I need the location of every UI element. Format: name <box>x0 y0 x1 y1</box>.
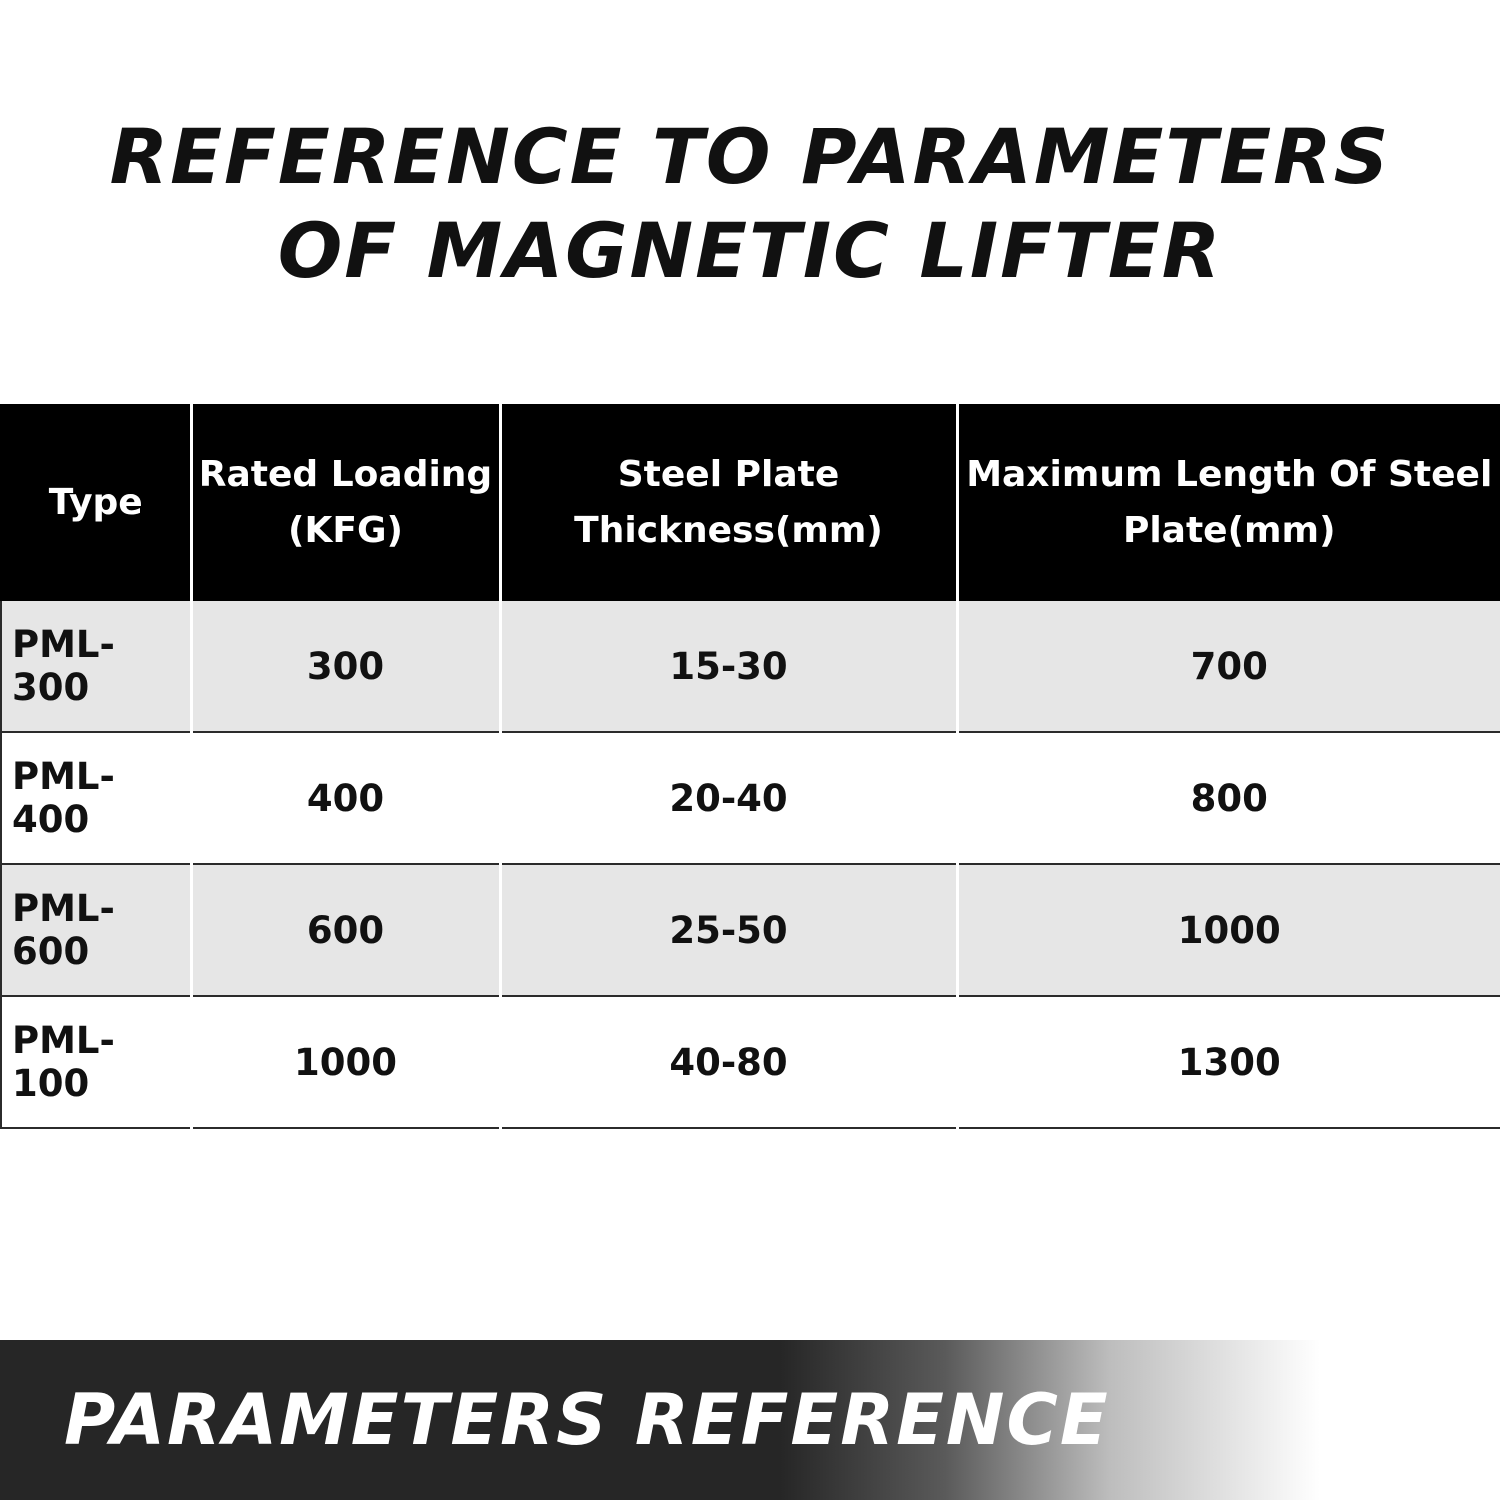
header-type <box>1 404 191 601</box>
cell-max-length: 800 <box>957 732 1500 864</box>
table-row <box>1 996 1500 1128</box>
cell-rated-loading: 400 <box>191 732 500 864</box>
header-rated-loading-line-2: (KFG) <box>288 509 403 551</box>
header-maximum-length <box>957 404 1500 601</box>
footer-banner-text: PARAMETERS REFERENCE <box>64 1379 1110 1461</box>
cell-max-length: 1300 <box>957 996 1500 1128</box>
table-row <box>1 601 1500 732</box>
cell-rated-loading: 300 <box>191 601 500 732</box>
cell-rated-loading: 1000 <box>191 996 500 1128</box>
parameters-table <box>0 404 1500 1129</box>
cell-max-length: 1000 <box>957 864 1500 996</box>
header-steel-plate-thickness-line-2: Thickness(mm) <box>574 509 883 551</box>
header-type-label: Type <box>48 481 143 523</box>
footer-banner <box>0 1340 1500 1500</box>
cell-rated-loading: 600 <box>191 864 500 996</box>
table-row <box>1 732 1500 864</box>
header-rated-loading <box>191 404 500 601</box>
cell-type: PML-300 <box>1 601 191 732</box>
cell-type: PML-400 <box>1 732 191 864</box>
header-maximum-length-line-1: Maximum Length Of Steel <box>966 453 1493 495</box>
cell-thickness: 20-40 <box>500 732 957 864</box>
page-title-line-2: OF MAGNETIC LIFTER <box>277 206 1223 295</box>
cell-max-length: 700 <box>957 601 1500 732</box>
cell-type: PML-100 <box>1 996 191 1128</box>
table-row <box>1 864 1500 996</box>
page-title-line-1: REFERENCE TO PARAMETERS <box>109 112 1391 201</box>
header-maximum-length-line-2: Plate(mm) <box>1122 509 1336 551</box>
table-header-row <box>1 404 1500 601</box>
header-steel-plate-thickness-line-1: Steel Plate <box>617 453 840 495</box>
cell-type: PML-600 <box>1 864 191 996</box>
header-rated-loading-line-1: Rated Loading <box>198 453 493 495</box>
cell-thickness: 15-30 <box>500 601 957 732</box>
header-steel-plate-thickness <box>500 404 957 601</box>
cell-thickness: 40-80 <box>500 996 957 1128</box>
page-title <box>0 110 1500 298</box>
cell-thickness: 25-50 <box>500 864 957 996</box>
